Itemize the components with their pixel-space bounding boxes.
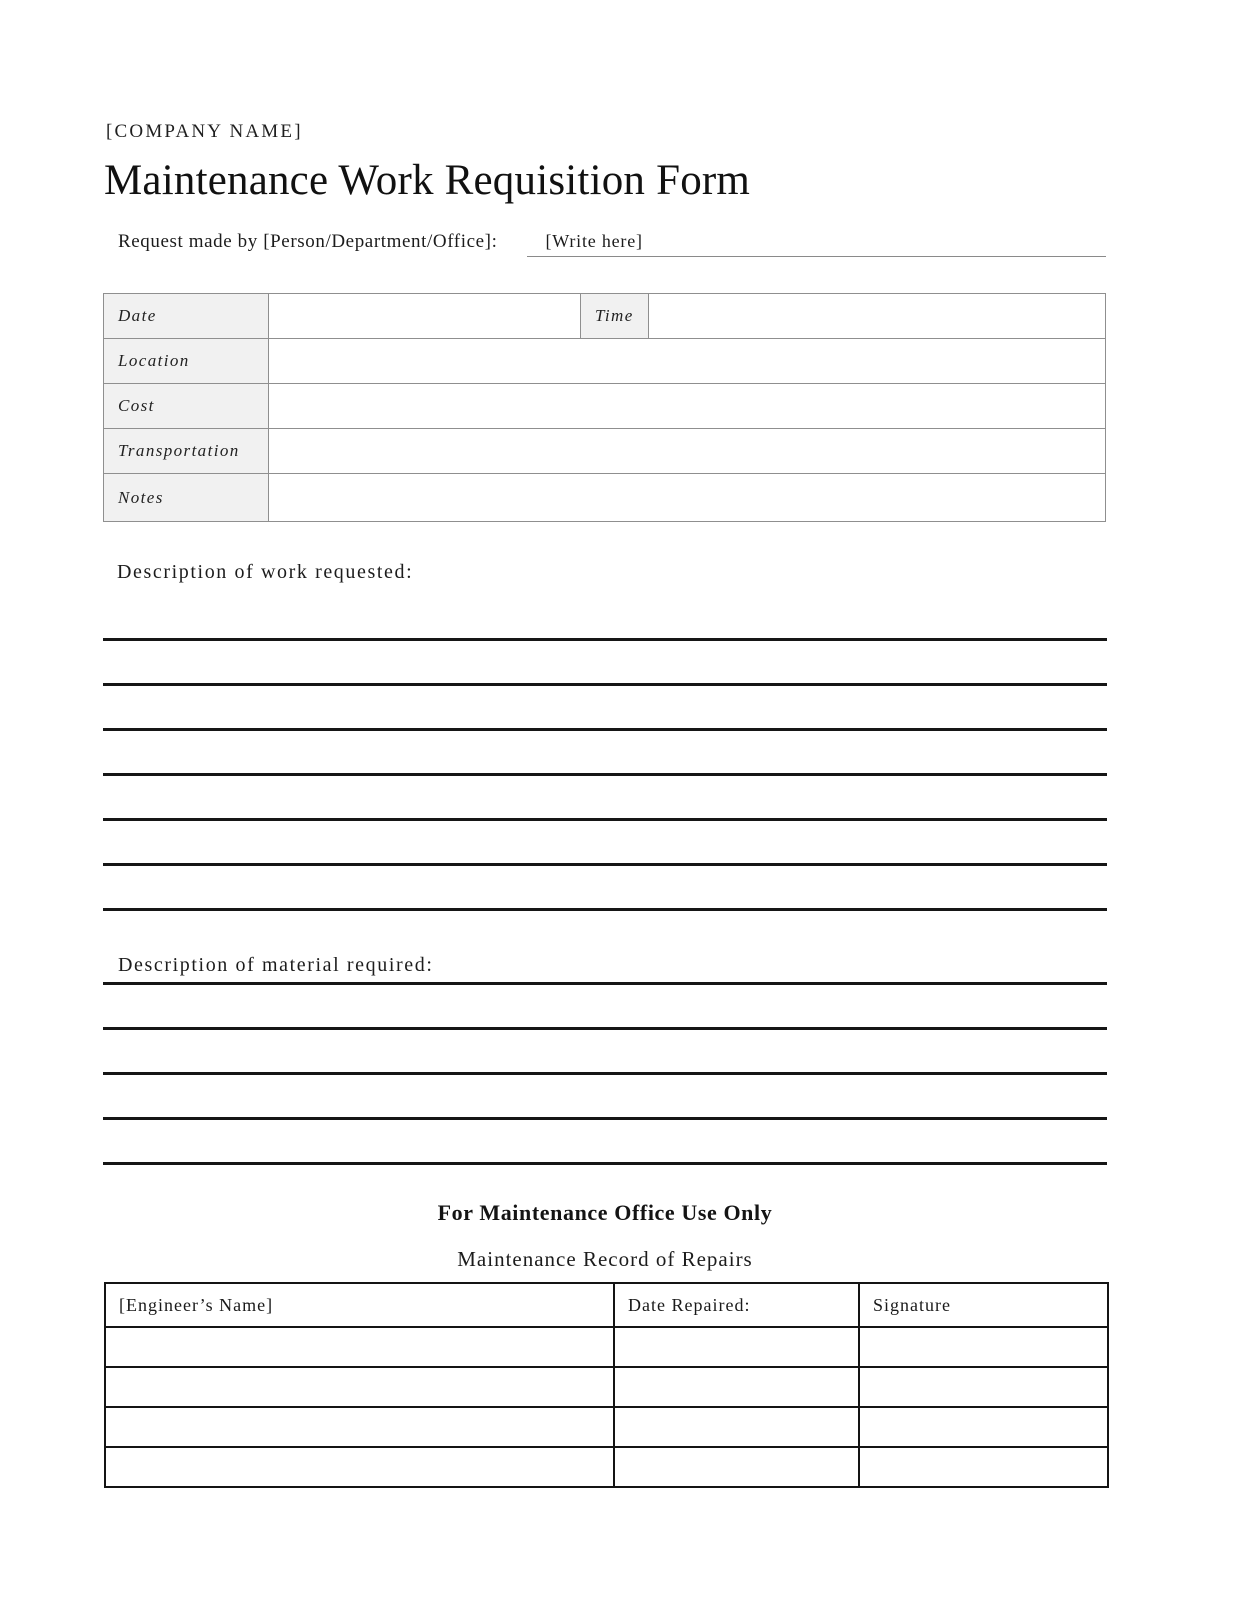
request-input-line[interactable] [527,231,1106,257]
notes-input-cell[interactable] [269,474,1106,522]
time-input-cell[interactable] [649,294,1106,339]
writing-line[interactable] [103,776,1107,821]
info-table [103,293,1106,522]
writing-line[interactable] [103,821,1107,866]
transportation-input-cell[interactable] [269,429,1106,474]
signature-cell[interactable] [860,1406,1107,1446]
engineer-name-cell[interactable] [106,1326,615,1366]
cost-input-cell[interactable] [269,384,1106,429]
date-repaired-cell[interactable] [615,1446,860,1486]
writing-line[interactable] [103,985,1107,1030]
work-section-label: Description of work requested: [117,561,414,583]
material-section-label: Description of material required: [118,954,434,976]
info-row-date-time [104,294,1106,339]
request-row [118,231,1106,257]
signature-header: Signature [860,1284,1107,1326]
writing-line[interactable] [103,731,1107,776]
writing-line[interactable] [103,641,1107,686]
time-label-cell: Time [581,294,649,339]
date-repaired-cell[interactable] [615,1406,860,1446]
work-section-lines [103,596,1107,911]
date-repaired-cell[interactable] [615,1366,860,1406]
writing-line[interactable] [103,866,1107,911]
engineer-name-cell[interactable] [106,1366,615,1406]
writing-line[interactable] [103,596,1107,641]
date-input-cell[interactable] [269,294,581,339]
signature-cell[interactable] [860,1366,1107,1406]
notes-label-cell: Notes [104,474,269,522]
material-section-label-row [103,944,1107,985]
info-row-cost [104,384,1106,429]
writing-line[interactable] [103,1030,1107,1075]
request-label: Request made by [Person/Department/Office]: [118,231,498,252]
engineer-name-header: [Engineer’s Name] [106,1284,615,1326]
repairs-table [104,1282,1109,1488]
info-row-transportation [104,429,1106,474]
page-title: Maintenance Work Requisition Form [104,157,751,204]
engineer-name-cell[interactable] [106,1446,615,1486]
signature-cell[interactable] [860,1326,1107,1366]
engineer-name-cell[interactable] [106,1406,615,1446]
signature-cell[interactable] [860,1446,1107,1486]
cost-label-cell: Cost [104,384,269,429]
date-repaired-cell[interactable] [615,1326,860,1366]
info-row-location [104,339,1106,384]
company-name: [COMPANY NAME] [106,121,303,142]
record-of-repairs-subheading: Maintenance Record of Repairs [457,1247,753,1271]
location-label-cell: Location [104,339,269,384]
writing-line[interactable] [103,686,1107,731]
material-section-lines [103,985,1107,1165]
date-repaired-header: Date Repaired: [615,1284,860,1326]
office-use-heading: For Maintenance Office Use Only [437,1200,773,1225]
writing-line[interactable] [103,1075,1107,1120]
transportation-label-cell: Transportation [104,429,269,474]
date-label-cell: Date [104,294,269,339]
location-input-cell[interactable] [269,339,1106,384]
writing-line[interactable] [103,1120,1107,1165]
request-value: [Write here] [545,231,643,251]
info-row-notes [104,474,1106,522]
